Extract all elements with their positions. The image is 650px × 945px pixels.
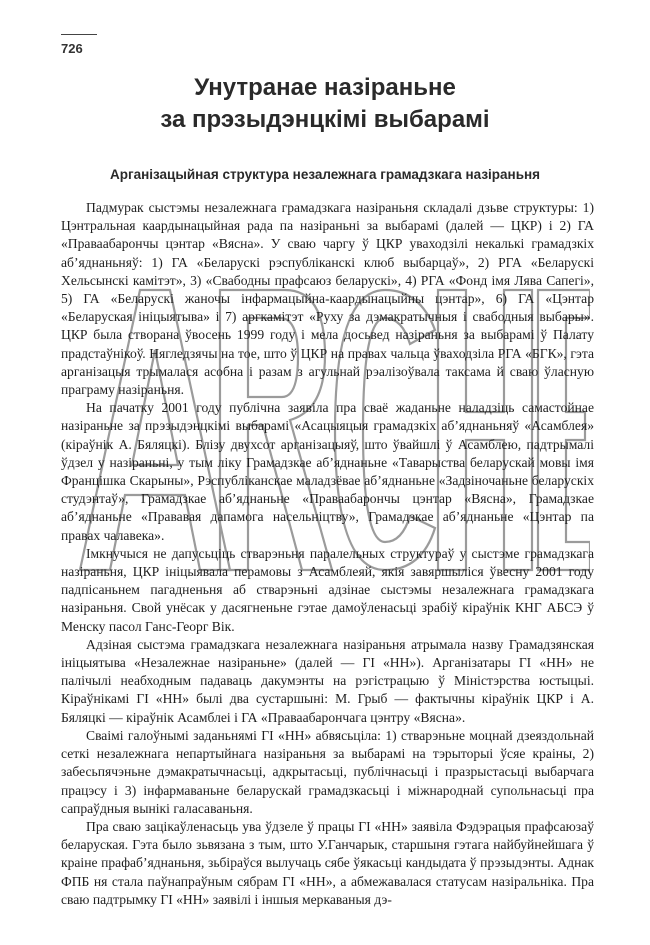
paragraph: Пра сваю зацікаўленасьць ува ўдзеле ў працы ГІ «НН» заявіла Фэдэрацыя прафсаюзаў беларуская. Гэта было зьвязана з тым, што У.Ганчарык, старшыня гэтага найбуйнейшага ў краіне прафаб’яднаньня, зьбіраўся вылучаць сябе ўякасьці кандыдата ў прэзыдэнты. Аднак ФПБ ня стала паўнапраўным сябрам ГІ «НН», а абмежавалася статусам назіральніка. Пра сваю падтрымку ГІ «НН» заявілі і іншыя меркаваныя дэ-	[61, 818, 594, 907]
page-number: 726	[61, 41, 83, 56]
paragraph: На пачатку 2001 году публічна заявіла пра сваё жаданьне наладзіць самастойнае назіраньне за прэзыдэнцкімі выбарамі «Асацыяцыя грамадзкіх аб’яднаньняў «Асамблея» (кіраўнік А. Бяляцкі). Блізу двухсот арганізацыяў, што ўвайшлі ў Асамблею, падтрымалі ўдзел у назіраньні, у тым ліку Грамадзкае аб’яднаньне «Таварыства беларускай мовы імя Францішка Скарыны», Рэспубліканскае маладзёвае аб’яднаньне «Задзіночаньне беларускіх студэнтаў», Грамадзкае аб’яднаньне «Праваабарончы цэнтар «Вясна», Грамадзкае аб’яднаньне «Прававая дапамога насельніцтву», Грамадзкае аб’яднаньне «Цэнтар па правах чалавека».	[61, 400, 594, 543]
chapter-title-line-1: Унутранае назіраньне	[194, 74, 456, 101]
paragraph: Сваімі галоўнымі заданьнямі ГІ «НН» абвясьціла: 1) стварэньне моцнай дзеяздольнай сеткі незалежнага непартыйнага назіраньня за выбарамі на тэрыторыі ўсяе краіны, 2) забесьпячэньне дэмакратычнасьці, адкрытасьці, публічнасьці і празрыстасьці выбарчага працэсу і 3) інфармаваньне беларускай грамадзкасьці і міжнароднай супольнасьці пра сапраўдныя вынікі галасаваньня.	[61, 727, 594, 816]
paragraph: Адзіная сыстэма грамадзкага незалежнага назіраньня атрымала назву Грамадзянская ініцыятыва «Незалежнае назіраньне» (далей — ГІ «НН»). Арганізатары ГІ «НН» не палічылі неабходным падаваць дакумэнты на рэгістрацыю ў Міністэрства юстыцыі. Кіраўнікамі ГІ «НН» былі два сустаршыні: М. Грыб — фактычны кіраўнік ЦКР і А. Бяляцкі — кіраўнік Асамблеі і ГА «Праваабарончага цэнтру «Вясна».	[61, 636, 594, 725]
header-rule	[61, 34, 97, 35]
section-heading: Арганізацыйная структура незалежнага грамадзкага назіраньня	[109, 167, 541, 182]
paragraph: Падмурак сыстэмы незалежнага грамадзкага назіраньня складалі дзьве структуры: 1) Цэнтральная каардынацыйная рада па назіраньні за выбарамі (далей — ЦКР) і 2) ГА «Праваабарончы цэнтар «Вясна». У сваю чаргу ў ЦКР уваходзілі некалькі грамадзкіх аб’яднаньняў: 1) ГА «Беларускі рэспубліканскі клюб выбарцаў», 2) РГА «Беларускі Хельсынскі камітэт», 3) «Свабодны прафсаюз беларускі», 4) РГА «Фонд імя Лява Сапегі», 5) ГА «Беларускі жаночы інфармацыйна-каардынацыйны цэнтар», 6) ГА «Цэнтар «Беларуская ініцыятыва» і 7) аргкамітэт «Руху за дэмакратычныя і свабодныя выбары». ЦКР была створана ўвосень 1999 году і мела досьвед назіраньня за выбарамі ў Палату прадстаўнікоў. Нягледзячы на тое, што ў ЦКР на правах чальца ўваходзіла РГА «БГК», гэта арганізацыя трымалася асобна і разам з агульнай рэалізоўвала таксама й сваю ўласную праграму назіраньня.	[61, 200, 594, 398]
chapter-title	[0, 72, 650, 136]
paragraph: Імкнучыся не дапусьціць стварэньня паралельных структураў у сыстэме грамадзкага назіраньня, ЦКР ініцыявала перамовы з Асамблеяй, якія завяршыліся ўвесну 2001 году падпісаньнем пагадненьня аб стварэньні адзінае сыстэмы незалежнага грамадзкага назіраньня. Свой унёсак у дасягненьне гэтае дамоўленасьці зрабіў кіраўнік КНГ АБСЭ ў Менску пасол Ганс-Георг Вік.	[61, 545, 594, 634]
chapter-title-line-2: за прэзыдэнцкімі выбарамі	[160, 106, 490, 133]
article-body	[61, 199, 594, 909]
